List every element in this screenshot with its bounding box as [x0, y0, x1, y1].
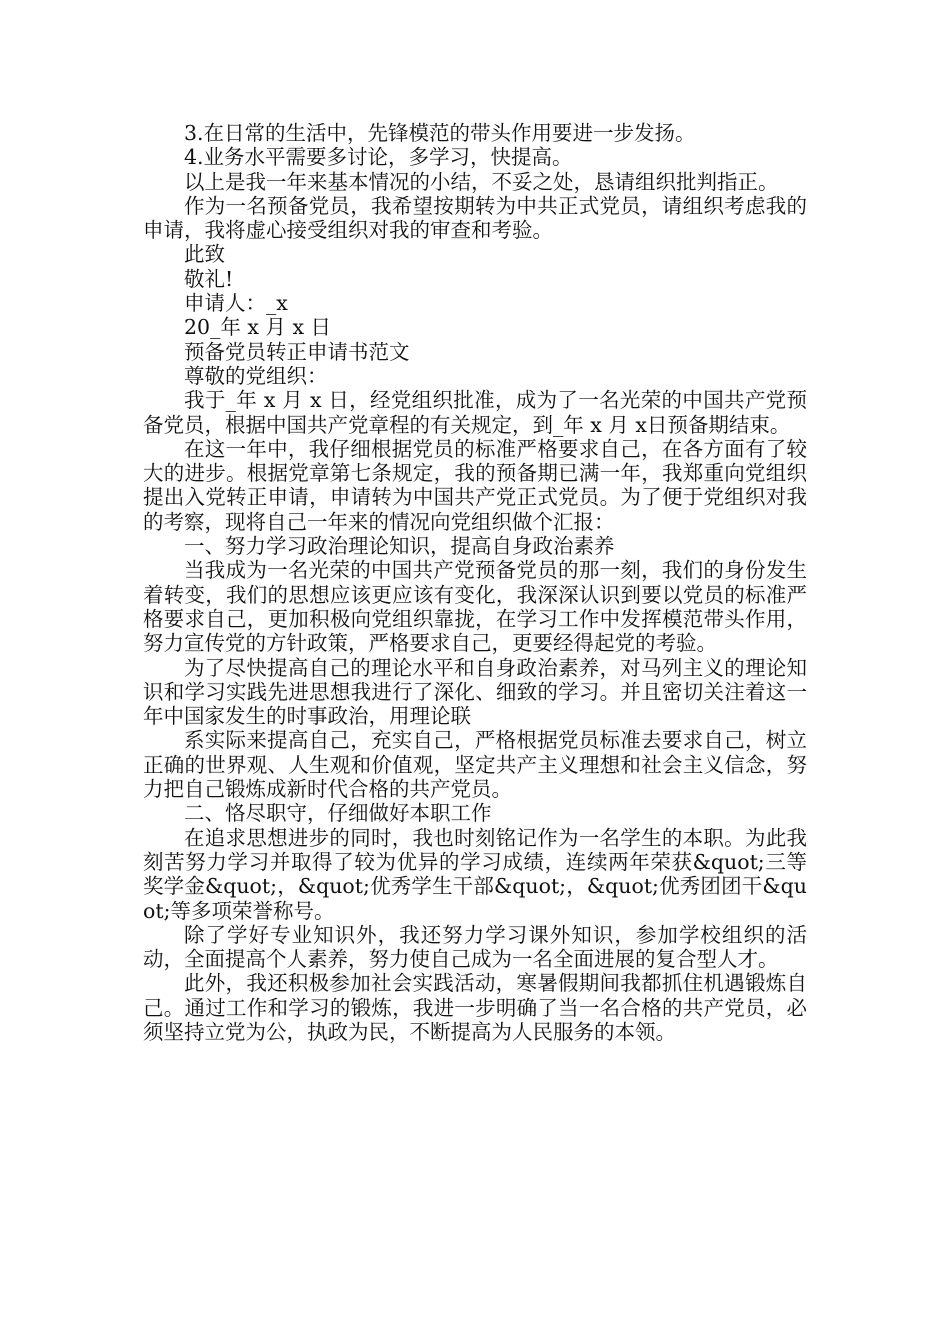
section-heading: 一、努力学习政治理论知识，提高自身政治素养 [184, 534, 615, 559]
date-line: 20_年 x 月 x 日 [184, 315, 332, 340]
paragraph: 作为一名预备党员，我希望按期转为中共正式党员，请组织考虑我的申请，我将虚心接受组织对我的审查和考验。 [143, 193, 807, 243]
paragraph: 除了学好专业知识外，我还努力学习课外知识，参加学校组织的活动，全面提高个人素养，努力使自己成为一名全面进展的复合型人才。 [143, 922, 807, 972]
paragraph: 4.业务水平需要多讨论，多学习，快提高。 [184, 145, 573, 170]
paragraph: 当我成为一名光荣的中国共产党预备党员的那一刻，我们的身份发生着转变，我们的思想应该更应该有变化，我深深认识到要以党员的标准严格要求自己，更加积极向党组织靠拢，在学习工作中发挥模范带头作用，努力宣传党的方针政策，严格要求自己，更要经得起党的考验。 [143, 558, 807, 656]
closing-salutation: 敬礼! [184, 266, 234, 291]
paragraph: 此外，我还积极参加社会实践活动，寒暑假期间我都抓住机遇锻炼自己。通过工作和学习的锻炼，我进一步明确了当一名合格的共产党员，必须坚持立党为公，执政为民，不断提高为人民服务的本领。 [143, 971, 807, 1044]
paragraph: 为了尽快提高自己的理论水平和自身政治素养，对马列主义的理论知识和学习实践先进思想我进行了深化、细致的学习。并且密切关注着这一年中国家发生的时事政治，用理论联 [143, 655, 807, 729]
paragraph: 在追求思想进步的同时，我也时刻铭记作为一名学生的本职。为此我刻苦努力学习并取得了较为优异的学习成绩，连续两年荣获&quot;三等奖学金&quot;，&quot;优秀学生干部&quot;，&quot;优秀团团干&quot;等多项荣誉称号。 [143, 825, 807, 923]
document-body [143, 121, 807, 1044]
paragraph: 以上是我一年来基本情况的小结，不妥之处，恳请组织批判指正。 [184, 169, 779, 194]
closing-salutation: 此致 [184, 242, 225, 267]
paragraph: 我于_年 x 月 x 日，经党组织批准，成为了一名光荣的中国共产党预备党员，根据中国共产党章程的有关规定，到_年 x 月 x日预备期结束。 [143, 388, 807, 437]
paragraph: 系实际来提高自己，充实自己，严格根据党员标准去要求自己，树立正确的世界观、人生观和价值观，坚定共产主义理想和社会主义信念，努力把自己锻炼成新时代合格的共产党员。 [143, 728, 807, 802]
paragraph: 3.在日常的生活中，先锋模范的带头作用要进一步发扬。 [184, 121, 696, 145]
greeting-line: 尊敬的党组织： [184, 363, 328, 388]
section-heading: 二、恪尽职守，仔细做好本职工作 [184, 801, 492, 826]
applicant-line: 申请人：_x [184, 291, 288, 316]
paragraph: 在这一年中，我仔细根据党员的标准严格要求自己，在各方面有了较大的进步。根据党章第七条规定，我的预备期已满一年，我郑重向党组织提出入党转正申请，申请转为中国共产党正式党员。为了便于党组织对我的考察，现将自己一年来的情况向党组织做个汇报： [143, 436, 807, 534]
section-title: 预备党员转正申请书范文 [184, 339, 410, 364]
